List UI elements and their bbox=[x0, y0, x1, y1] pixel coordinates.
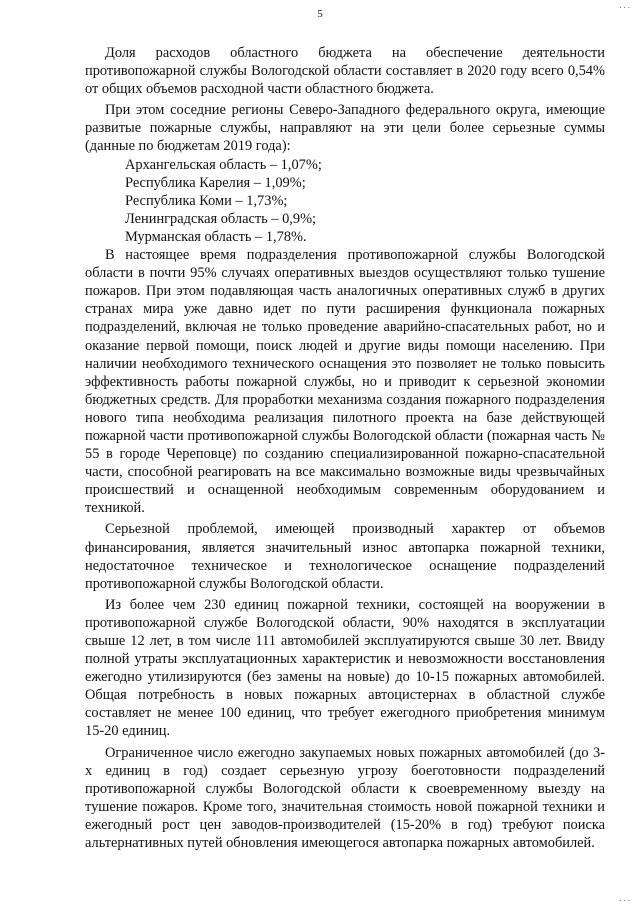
paragraph-neighbor-regions: При этом соседние регионы Северо-Западного федерального округа, имеющие развитые пожарные службы, направляют на эти цели более серьезные суммы (данные по бюджетам 2019 года): bbox=[85, 102, 605, 155]
paragraph-current-state: В настоящее время подразделения противопожарной службы Вологодской области в почти 95% случаях оперативных выездов осуществляют только тушение пожаров. При этом подавляющая часть аналогичных оперативных служб в других странах мира уже давно идет по пути расширения функционала пожарных подразделений, включая не только проведение аварийно-спасательных работ, но и оказание первой помощи, поиск людей и другие виды помощи населению. При наличии необходимого технического оснащения это позволяет не только повысить эффективность работы пожарной службы, но и приводит к серьезной экономии бюджетных средств. Для проработки механизма создания пожарного подразделения нового типа необходима реализация пилотного проекта на базе действующей пожарной части противопожарной службы Вологодской области (пожарная часть № 55 в городе Череповце) по созданию специализированной пожарно-спасательной части, способной реагировать на все максимально возможные виды чрезвычайных происшествий и оснащенной необходимым современным оборудованием и техникой. bbox=[85, 247, 605, 517]
regions-list bbox=[85, 156, 605, 246]
paragraph-budget-share: Доля расходов областного бюджета на обеспечение деятельности противопожарной службы Вологодской области составляет в 2020 году всего 0,54% от общих объемов расходной части областного бюджета. bbox=[85, 45, 605, 98]
list-item: Ленинградская область – 0,9%; bbox=[125, 210, 317, 227]
scan-corner-mark-bottom: ... bbox=[619, 893, 632, 903]
list-item: Республика Карелия – 1,09%; bbox=[125, 174, 306, 191]
paragraph-fleet-statistics: Из более чем 230 единиц пожарной техники, состоящей на вооружении в противопожарной службе Вологодской области, 90% находятся в эксплуатации свыше 12 лет, в том числе 111 автомобилей эксплуатируются свыше 30 лет. Ввиду полной утраты эксплуатационных характеристик и невозможности восстановления ежегодно утилизируются (без замены на новые) до 10-15 пожарных автомобилей. Общая потребность в новых пожарных автоцистернах в областной службе составляет не менее 100 единиц, что требует ежегодного приобретения минимум 15-20 единиц. bbox=[85, 596, 605, 740]
list-item: Архангельская область – 1,07%; bbox=[125, 156, 322, 173]
paragraph-fleet-wear: Серьезной проблемой, имеющей производный характер от объемов финансирования, является значительный износ автопарка пожарной техники, недостаточное техническое и технологическое оснащение подразделений противопожарной службы Вологодской области. bbox=[85, 521, 605, 592]
scan-corner-mark: ... bbox=[619, 0, 632, 10]
body-text bbox=[85, 44, 605, 852]
list-item: Мурманская область – 1,78%. bbox=[125, 228, 307, 245]
list-item: Республика Коми – 1,73%; bbox=[125, 192, 288, 209]
paragraph-procurement: Ограниченное число ежегодно закупаемых новых пожарных автомобилей (до 3-х единиц в год) создает серьезную угрозу боеготовности подразделений противопожарной службы Вологодской области к своевременному выезду на тушение пожаров. Кроме того, значительная стоимость новой пожарной техники и ежегодный рост цен заводов-производителей (15-20% в год) требуют поиска альтернативных путей обновления имеющегося автопарка пожарных автомобилей. bbox=[85, 744, 605, 852]
page-number: 5 bbox=[317, 8, 323, 20]
